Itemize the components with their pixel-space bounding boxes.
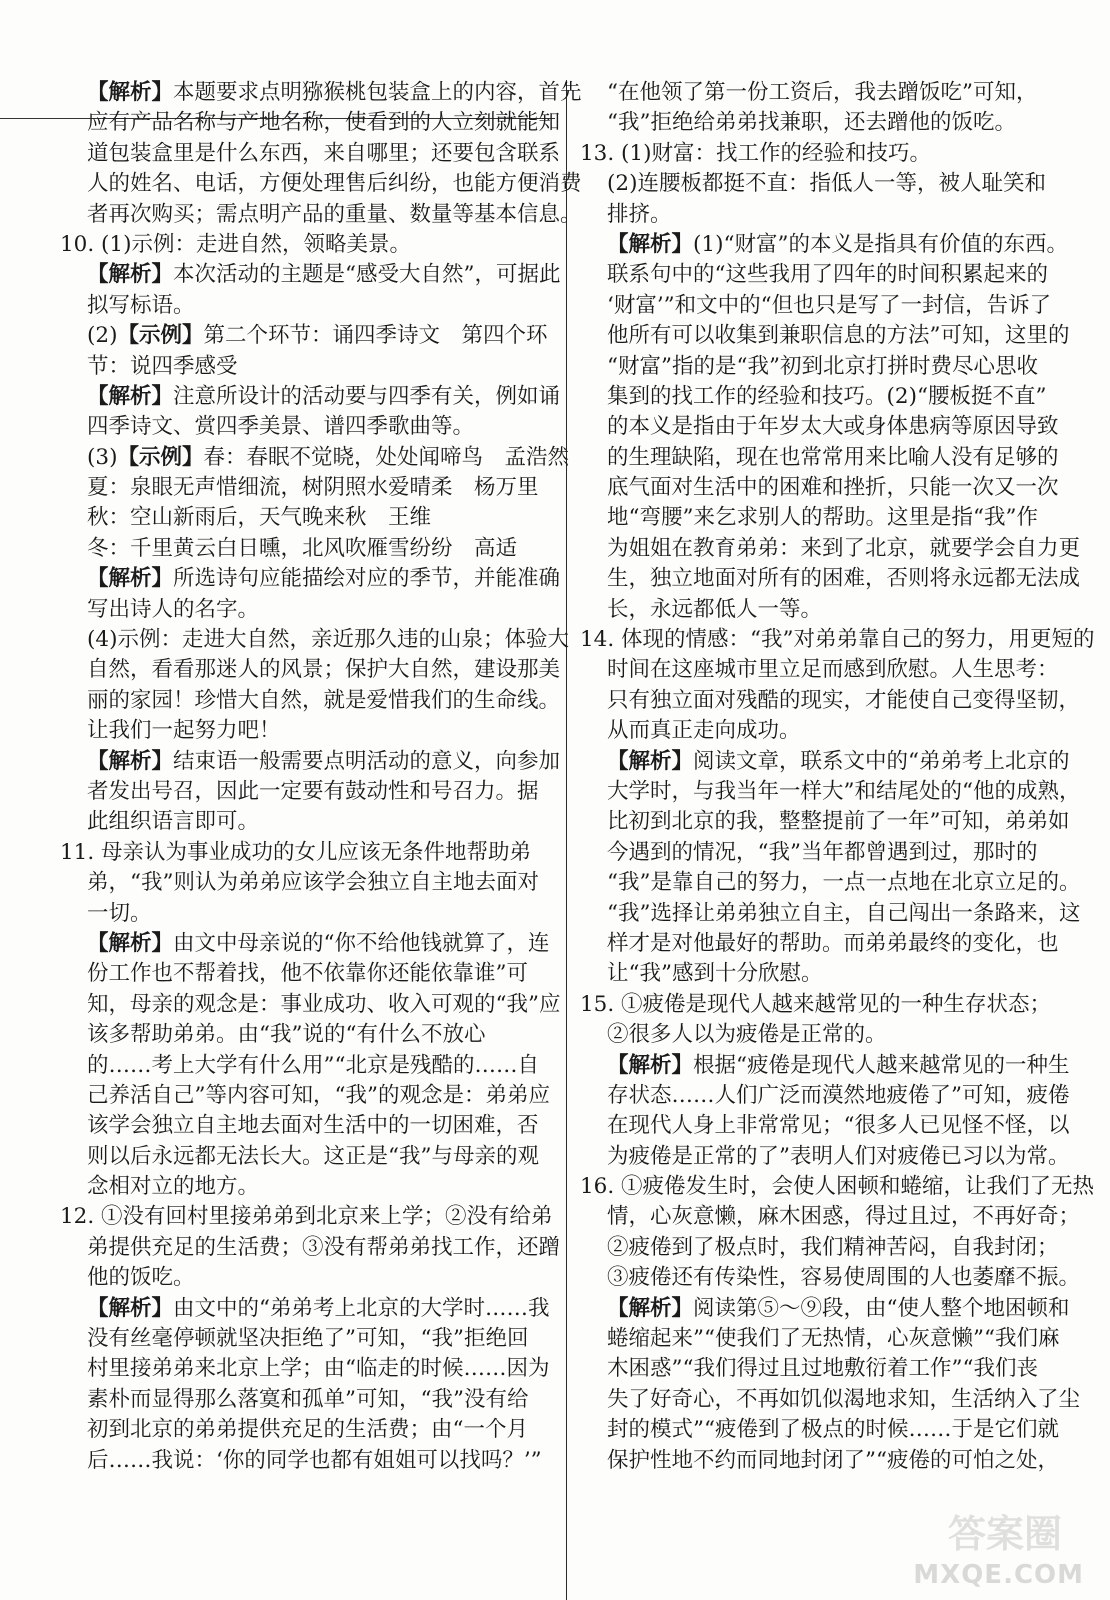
text-run: 14. 体现的情感：“我”对弟弟靠自己的努力，用更短的 [580,627,1095,653]
text-run: 此组织语言即可。 [87,809,260,835]
text-run: 联系句中的“这些我用了四年的时间积累起来的 [607,262,1048,288]
text-line [580,473,1070,503]
text-line [580,1385,1081,1415]
text-run: 道包装盒里是什么东西，来自哪里；还要包含联系 [87,140,561,166]
text-line [580,777,1081,807]
text-run: “我”拒绝给弟弟找兼职，还去蹭他的饭吃。 [607,110,1016,136]
analysis-label: 【解析】 [607,748,694,774]
text-run: 今遇到的情况，“我”当年都曾遇到过，那时的 [607,839,1038,865]
text-run: 份工作也不帮着找，他不依靠你还能依靠谁”可 [87,961,528,987]
text-line [580,382,1070,412]
text-line [60,352,555,382]
text-run: 让“我”感到十分欣慰。 [607,961,823,987]
analysis-label: 【解析】 [87,262,174,288]
watermark-title: 答案圈 [947,1512,1062,1556]
text-line [60,230,555,260]
text-run: 秋：空山新雨后，天气晚来秋 王维 [87,505,432,531]
text-line [580,139,1070,169]
text-line [580,1446,1070,1476]
analysis-label: 【解析】 [87,1295,174,1321]
text-run: 村里接弟弟来北京上学；由“临走的时候……因为 [87,1356,550,1382]
text-run: ‘财富’”和文中的“但也只是写了一封信，告诉了 [607,292,1052,318]
text-run: 节：说四季感受 [87,353,238,379]
analysis-label: 【解析】 [87,80,174,105]
text-line [580,1020,1070,1050]
text-line [580,1294,1070,1324]
text-line [60,382,561,412]
text-run: 情，心灰意懒，麻木困惑，得过且过，不再好奇； [607,1204,1081,1230]
text-line [60,1263,555,1293]
text-line [60,899,555,929]
text-line [580,1324,1070,1354]
text-run: 阅读文章，联系文中的“弟弟考上北京的 [693,748,1070,774]
text-line [60,1354,555,1384]
watermark-url: MXQE.COM [913,1560,1084,1590]
analysis-label: 【示例】 [117,444,204,470]
analysis-label: 【示例】 [117,323,204,349]
text-line [60,1415,555,1445]
text-run: 16. ①疲倦发生时，会使人困顿和蜷缩，让我们了无热 [580,1174,1095,1200]
text-run: 拟写标语。 [87,292,195,318]
text-run: ②很多人以为疲倦是正常的。 [607,1022,887,1048]
text-line [580,1233,1070,1263]
analysis-label: 【解析】 [87,748,174,774]
text-line [580,959,1070,989]
text-run: 结束语一般需要点明活动的意义，向参加 [173,748,561,774]
text-run: 初到北京的弟弟提供充足的生活费；由“一个月 [87,1417,528,1443]
text-line [60,929,555,959]
text-line [60,78,582,108]
text-run: 失了好奇心，不再如饥似渴地求知，生活纳入了尘 [607,1386,1081,1412]
text-line [60,108,561,138]
text-run: 念相对立的地方。 [87,1174,260,1200]
text-run: 为疲倦是正常的了”表明人们对疲倦已习以为常。 [607,1143,1070,1169]
text-line [580,929,1070,959]
text-run: 的生理缺陷，现在也常常用来比喻人没有足够的 [607,444,1059,470]
text-run: (4)示例：走进大自然，亲近那久违的山泉；体验大 [87,627,569,653]
text-run: 丽的家园！珍惜大自然，就是爱惜我们的生命线。 [87,687,561,713]
text-run: 弟提供充足的生活费；③没有帮弟弟找工作，还蹭 [87,1234,561,1260]
text-run: 夏：泉眼无声惜细流，树阴照水爱晴柔 杨万里 [87,475,539,501]
text-line [580,1202,1081,1232]
text-line [60,625,569,655]
text-line [60,200,582,230]
text-run: 10. (1)示例：走进自然，领略美景。 [60,231,411,257]
text-run: 该多帮助弟弟。由“我”说的“有什么不放心 [87,1022,486,1048]
text-run: 写出诗人的名字。 [87,596,260,622]
text-line [580,686,1081,716]
text-line [60,534,555,564]
text-run: 的……考上大学有什么用”“北京是残酷的……自 [87,1052,539,1078]
text-run: 底气面对生活中的困难和挫折，只能一次又一次 [607,475,1059,501]
text-line [580,1051,1070,1081]
text-run: 后……我说：‘你的同学也都有姐姐可以找吗？’” [87,1447,542,1473]
text-line [580,1111,1070,1141]
column-divider [566,80,567,1600]
text-run: 弟，“我”则认为弟弟应该学会独立自主地去面对 [87,870,539,896]
text-line [60,1294,555,1324]
text-run: 木困惑”“我们得过且过地敷衍着工作”“我们丧 [607,1356,1038,1382]
text-line [60,260,561,290]
text-run: 该学会独立自主地去面对生活中的一切困难，否 [87,1113,539,1139]
text-run: 让我们一起努力吧！ [87,718,281,744]
text-run: 他的饭吃。 [87,1265,195,1291]
text-line [580,1415,1070,1445]
text-line [580,899,1081,929]
text-run: 13. (1)财富：找工作的经验和技巧。 [580,140,931,166]
text-line [580,564,1081,594]
text-run: 冬：千里黄云白日曛，北风吹雁雪纷纷 高适 [87,535,518,561]
text-line [580,321,1070,351]
text-line [60,1081,555,1111]
text-line [580,807,1070,837]
text-line [60,1020,555,1050]
text-line [580,108,1070,138]
text-line [580,1354,1070,1384]
text-run: 者发出号召，因此一定要有鼓动性和号召力。据 [87,778,539,804]
text-line [60,564,561,594]
analysis-label: 【解析】 [87,930,174,956]
text-run: “财富”指的是“我”初到北京打拼时费尽心思收 [607,353,1038,379]
text-run: 人的姓名、电话，方便处理售后纠纷，也能方便消费 [87,171,582,197]
text-run: 蜷缩起来”“使我们了无热情，心灰意懒”“我们麻 [607,1326,1060,1352]
text-run: 由文中母亲说的“你不给他钱就算了，连 [173,930,550,956]
text-line [60,503,555,533]
text-run: 保护性地不约而同地封闭了”“疲倦的可怕之处， [607,1447,1059,1473]
text-run: 注意所设计的活动要与四季有关，例如诵 [173,383,561,409]
text-run: 己养活自己”等内容可知，“我”的观念是：弟弟应 [87,1082,550,1108]
text-line [580,595,1070,625]
right-column [580,78,1095,1476]
text-run: (3) [87,444,118,470]
text-run: “我”选择让弟弟独立自主，自己闯出一条路来，这 [607,900,1081,926]
text-run: 长，永远都低人一等。 [607,596,823,622]
text-line [60,1202,555,1232]
text-line [60,169,582,199]
text-line [60,686,561,716]
text-line [60,412,555,442]
text-line [60,595,555,625]
text-run: 封的模式”“疲倦到了极点的时候……于是它们就 [607,1417,1059,1443]
text-line [60,777,555,807]
text-run: 第二个环节：诵四季诗文 第四个环 [203,323,548,349]
text-run: 的本义是指由于年岁太大或身体患病等原因导致 [607,414,1059,440]
text-run: ③疲倦还有传染性，容易使周围的人也萎靡不振。 [607,1265,1081,1291]
text-line [580,716,1070,746]
text-run: 应有产品名称与产地名称，使看到的人立刻就能知 [87,110,561,136]
text-line [580,230,1070,260]
text-run: 存状态……人们广泛而漠然地疲倦了”可知，疲倦 [607,1082,1070,1108]
text-line [580,1172,1095,1202]
text-line [580,534,1081,564]
analysis-label: 【解析】 [607,1052,694,1078]
text-run: (2) [87,323,118,349]
text-run: 15. ①疲倦是现代人越来越常见的一种生存状态； [580,991,1052,1017]
text-run: 时间在这座城市里立足而感到欣慰。人生思考： [607,657,1059,683]
text-line [60,747,561,777]
text-line [580,443,1070,473]
text-run: 他所有可以收集到兼职信息的方法”可知，这里的 [607,323,1070,349]
text-line [60,1385,555,1415]
analysis-label: 【解析】 [607,1295,694,1321]
text-line [580,990,1070,1020]
text-run: 则以后永远都无法长大。这正是“我”与母亲的观 [87,1143,539,1169]
text-run: 没有丝毫停顿就坚决拒绝了”可知，“我”拒绝回 [87,1326,529,1352]
text-line [580,352,1070,382]
text-line [580,1142,1070,1172]
text-line [60,990,561,1020]
text-line [580,838,1070,868]
text-run: 自然，看看那迷人的风景；保护大自然，建设那美 [87,657,561,683]
text-line [60,1233,561,1263]
text-line [580,655,1070,685]
text-line [60,1172,555,1202]
text-line [580,291,1070,321]
text-run: 知，母亲的观念是：事业成功、收入可观的“我”应 [87,991,561,1017]
text-run: 集到的找工作的经验和技巧。(2)“腰板挺不直” [607,383,1047,409]
text-line [60,139,561,169]
text-run: 阅读第⑤～⑨段，由“使人整个地困顿和 [693,1295,1070,1321]
text-run: 11. 母亲认为事业成功的女儿应该无条件地帮助弟 [60,839,532,865]
analysis-label: 【解析】 [607,231,694,257]
text-run: 只有独立面对残酷的现实，才能使自己变得坚韧， [607,687,1081,713]
text-run: 排挤。 [607,201,672,227]
analysis-label: 【解析】 [87,383,174,409]
text-line [580,412,1070,442]
text-line [60,321,555,351]
text-line [580,625,1095,655]
text-run: 素朴而显得那么落寞和孤单”可知，“我”没有给 [87,1386,529,1412]
text-line [580,503,1070,533]
text-run: “我”是靠自己的努力，一点一点地在北京立足的。 [607,870,1081,896]
text-line [580,260,1070,290]
text-line [60,1142,555,1172]
text-run: (2)连腰板都挺不直：指低人一等，被人耻笑和 [607,171,1046,197]
text-run: 地“弯腰”来乞求别人的帮助。这里是指“我”作 [607,505,1038,531]
text-run: 根据“疲倦是现代人越来越常见的一种生 [693,1052,1070,1078]
watermark-logo [892,1512,1092,1594]
text-line [60,838,555,868]
text-line [60,655,561,685]
text-line [580,169,1070,199]
text-run: (1)“财富”的本义是指具有价值的东西。 [693,231,1068,257]
text-run: 一切。 [87,900,152,926]
text-run: 本次活动的主题是“感受大自然”，可据此 [173,262,561,288]
text-line [60,443,569,473]
text-line [580,1081,1070,1111]
text-run: 样才是对他最好的帮助。而弟弟最终的变化，也 [607,930,1059,956]
text-line [60,1446,555,1476]
text-line [580,868,1081,898]
text-line [580,1263,1081,1293]
text-run: 为姐姐在教育弟弟：来到了北京，就要学会自力更 [607,535,1081,561]
left-column [60,78,582,1476]
text-line [580,200,1070,230]
text-line [60,473,555,503]
text-line [60,807,555,837]
text-line [60,1051,555,1081]
text-run: 大学时，与我当年一样大”和结尾处的“他的成熟， [607,778,1081,804]
text-run: 四季诗文、赏四季美景、谱四季歌曲等。 [87,414,475,440]
text-run: 者再次购买；需点明产品的重量、数量等基本信息。 [87,201,582,227]
text-run: 比初到北京的我，整整提前了一年”可知，弟弟如 [607,809,1070,835]
text-run: 春：春眠不觉晓，处处闻啼鸟 孟浩然 [203,444,569,470]
text-line [60,291,555,321]
analysis-label: 【解析】 [87,566,174,592]
text-line [580,78,1070,108]
text-run: 由文中的“弟弟考上北京的大学时……我 [173,1295,550,1321]
text-line [60,1111,555,1141]
text-run: 本题要求点明猕猴桃包装盒上的内容，首先 [173,80,582,105]
text-run: “在他领了第一份工资后，我去蹭饭吃”可知， [607,80,1038,105]
text-run: ②疲倦到了极点时，我们精神苦闷，自我封闭； [607,1234,1059,1260]
text-line [580,747,1070,777]
text-run: 生，独立地面对所有的困难，否则将永远都无法成 [607,566,1081,592]
text-line [60,716,555,746]
text-run: 从而真正走向成功。 [607,718,801,744]
text-line [60,959,555,989]
text-line [60,1324,555,1354]
text-run: 所选诗句应能描绘对应的季节，并能准确 [173,566,561,592]
text-run: 12. ①没有回村里接弟弟到北京来上学；②没有给弟 [60,1204,553,1230]
text-line [60,868,555,898]
text-run: 在现代人身上非常常见；“很多人已见怪不怪，以 [607,1113,1070,1139]
